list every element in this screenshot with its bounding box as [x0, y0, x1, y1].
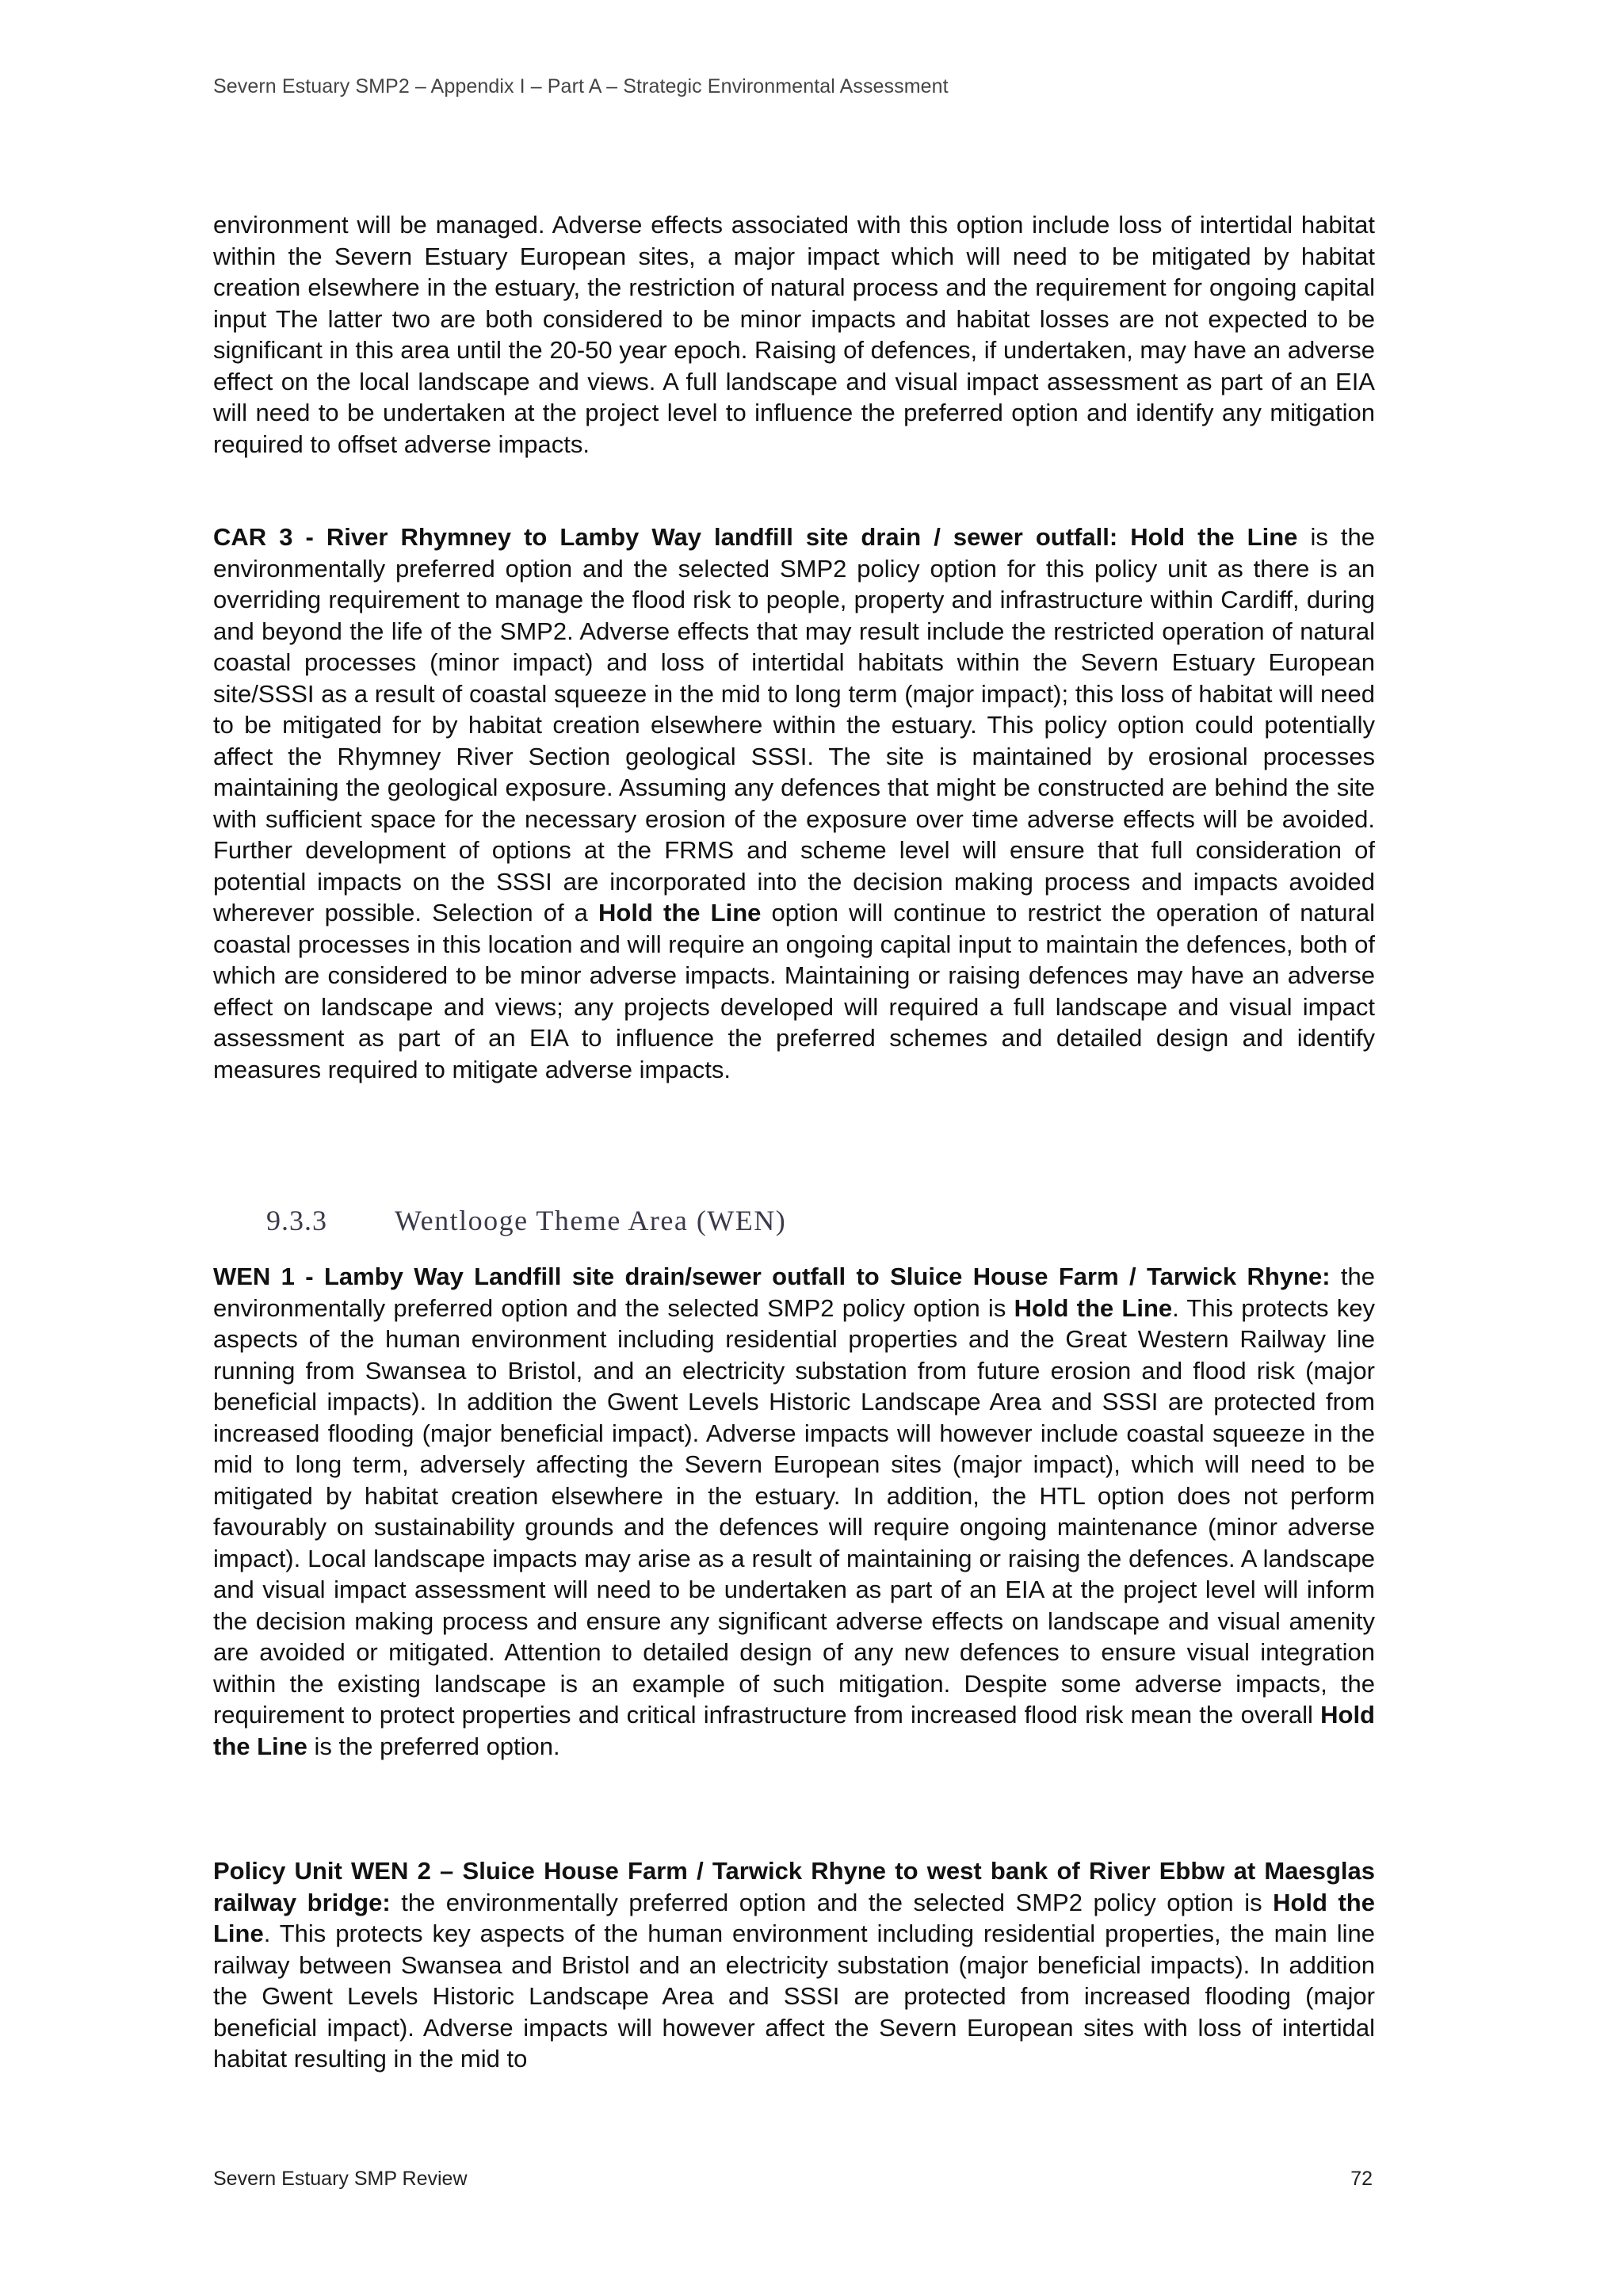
- paragraph-text: the environmentally preferred option and the selected SMP2 policy option is: [390, 1888, 1274, 1916]
- paragraph-text: option will continue to restrict the operation of natural coastal processes in this location and will require an ongoing capital input to maintain the defences, both of which are considered to be minor adverse impacts. Maintaining or raising defences may have an adverse effect on landscape and views; any projects developed will required a full landscape and visual impact assessment as part of an EIA to influence the preferred schemes and detailed design and identify measures required to mitigate adverse impacts.: [213, 899, 1375, 1083]
- policy-unit-heading: CAR 3 - River Rhymney to Lamby Way landfill site drain / sewer outfall: Hold the Line: [213, 523, 1298, 551]
- section-heading: [266, 1204, 786, 1237]
- paragraph-text: is the environmentally preferred option and the selected SMP2 policy option for this policy unit as there is an overriding requirement to manage the flood risk to people, property and infrastructure within Cardiff, during and beyond the life of the SMP2. Adverse effects that may result include the restricted operation of natural coastal processes (minor impact) and loss of intertidal habitats within the Severn Estuary European site/SSSI as a result of coastal squeeze in the mid to long term (major impact); this loss of habitat will need to be mitigated for by habitat creation elsewhere within the estuary. This policy option could potentially affect the Rhymney River Section geological SSSI. The site is maintained by erosional processes maintaining the geological exposure. Assuming any defences that might be constructed are behind the site with sufficient space for the necessary erosion of the exposure over time adverse effects will be avoided. Further development of options at the FRMS and scheme level will ensure that full consideration of potential impacts on the SSSI are incorporated into the decision making process and impacts avoided wherever possible. Selection of a: [213, 523, 1375, 926]
- paragraph-text: is the preferred option.: [307, 1732, 560, 1760]
- paragraph-text: . This protects key aspects of the human environment including residential properties and the Great Western Railway line running from Swansea to Bristol, and an electricity substation from future erosion and flood risk (major beneficial impacts). In addition the Gwent Levels Historic Landscape Area and SSSI are protected from increased flooding (major beneficial impact). Adverse impacts will however include coastal squeeze in the mid to long term, adversely affecting the Severn European sites (major impact), which will need to be mitigated by habitat creation elsewhere in the estuary. In addition, the HTL option does not perform favourably on sustainability grounds and the defences will require ongoing maintenance (minor adverse impact). Local landscape impacts may arise as a result of maintaining or raising the defences. A landscape and visual impact assessment will need to be undertaken as part of an EIA at the project level will inform the decision making process and ensure any significant adverse effects on landscape and visual amenity are avoided or mitigated. Attention to detailed design of any new defences to ensure visual integration within the existing landscape is an example of such mitigation. Despite some adverse impacts, the requirement to protect properties and critical infrastructure from increased flood risk mean the overall: [213, 1293, 1375, 1729]
- paragraph-wen1: [213, 1261, 1375, 1762]
- running-header: Severn Estuary SMP2 – Appendix I – Part A – Strategic Environmental Assessment: [213, 75, 949, 97]
- policy-emphasis: Hold the Line: [1014, 1293, 1173, 1322]
- footer-title: Severn Estuary SMP Review: [213, 2168, 468, 2190]
- paragraph-text: . This protects key aspects of the human environment including residential properties, the main line railway between Swansea and Bristol and an electricity substation (major beneficial impacts). In addition the Gwent Levels Historic Landscape Area and SSSI are protected from increased flooding (major beneficial impact). Adverse impacts will however affect the Severn European sites with loss of intertidal habitat resulting in the mid to: [213, 1920, 1375, 2073]
- section-number: 9.3.3: [266, 1205, 327, 1236]
- section-title: Wentlooge Theme Area (WEN): [395, 1205, 787, 1236]
- paragraph-text: the environmentally preferred option and the selected SMP2 policy option is: [213, 1263, 1375, 1322]
- paragraph-text: environment will be managed. Adverse effects associated with this option include loss of intertidal habitat within the Severn Estuary European sites, a major impact which will need to be mitigated by habitat creation elsewhere in the estuary, the restriction of natural process and the requirement for ongoing capital input The latter two are both considered to be minor impacts and habitat losses are not expected to be significant in this area until the 20-50 year epoch. Raising of defences, if undertaken, may have an adverse effect on the local landscape and views. A full landscape and visual impact assessment as part of an EIA will need to be undertaken at the project level to influence the preferred option and identify any mitigation required to offset adverse impacts.: [213, 211, 1375, 458]
- paragraph-wen2: [213, 1855, 1375, 2075]
- paragraph-intro: [213, 209, 1375, 460]
- page-number: 72: [1350, 2168, 1373, 2190]
- policy-emphasis: Hold the Line: [213, 1888, 1375, 1947]
- policy-unit-heading: Policy Unit WEN 2 – Sluice House Farm / Tarwick Rhyne to west bank of River Ebbw at Maesglas railway bridge:: [213, 1857, 1375, 1916]
- policy-emphasis: Hold the Line: [598, 899, 762, 926]
- policy-unit-heading: WEN 1 - Lamby Way Landfill site drain/sewer outfall to Sluice House Farm / Tarwick Rhyne:: [213, 1263, 1331, 1290]
- policy-emphasis: Hold the Line: [213, 1701, 1375, 1760]
- paragraph-car3: [213, 521, 1375, 1085]
